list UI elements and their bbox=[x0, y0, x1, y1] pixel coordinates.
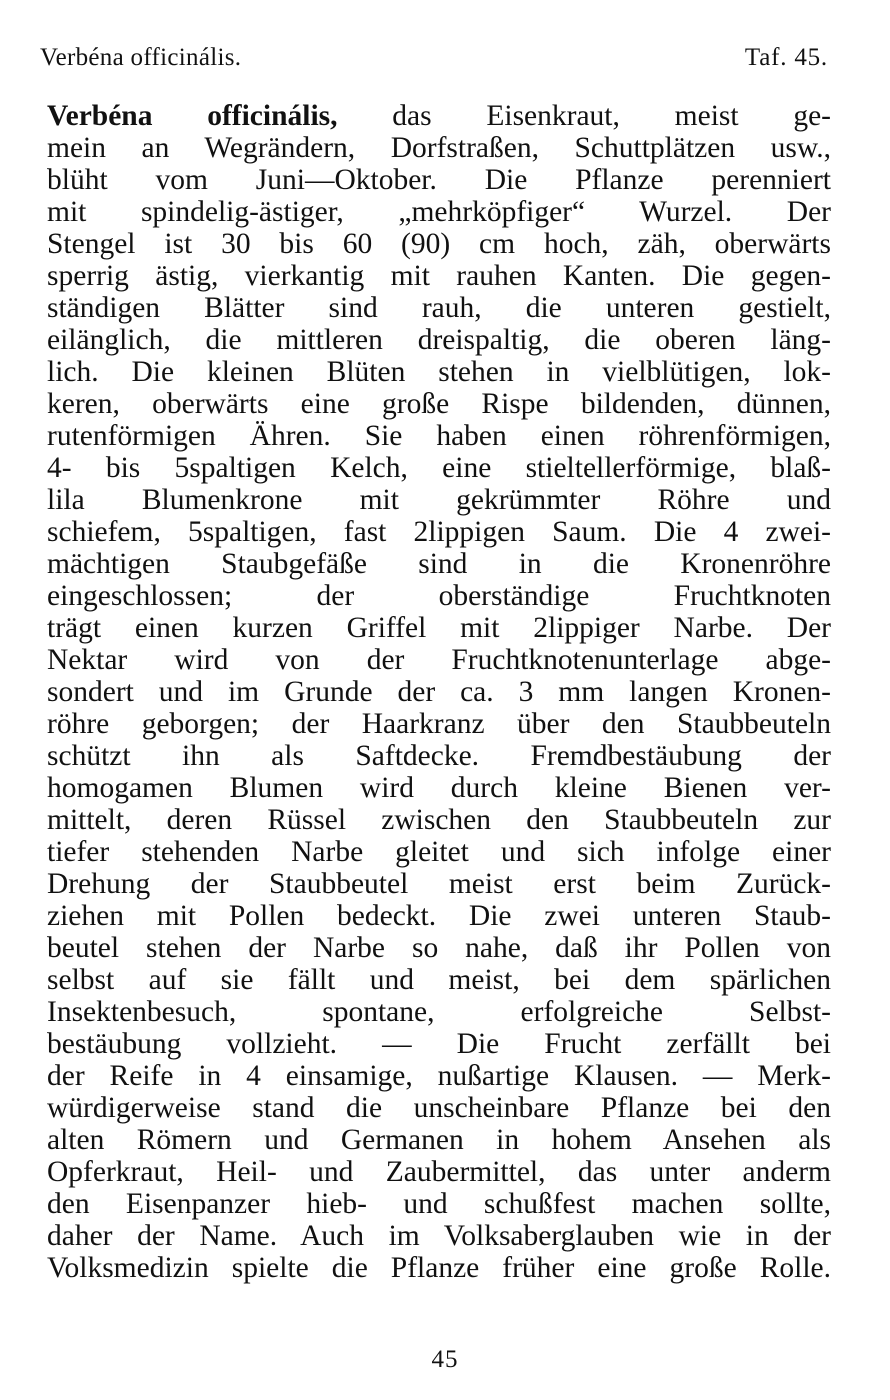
text-line: den Eisenpanzer hieb- und schußfest machen sollte, bbox=[47, 1188, 831, 1220]
text-line: Opferkraut, Heil- und Zaubermittel, das unter anderm bbox=[47, 1156, 831, 1188]
species-description bbox=[47, 100, 831, 1284]
text-line: alten Römern und Germanen in hohem Ansehen als bbox=[47, 1124, 831, 1156]
text-line: 4- bis 5spaltigen Kelch, eine stieltellerförmige, blaß- bbox=[47, 452, 831, 484]
text-line: der Reife in 4 einsamige, nußartige Klausen. — Merk- bbox=[47, 1060, 831, 1092]
page-number: 45 bbox=[431, 1346, 459, 1373]
text-line: lila Blumenkrone mit gekrümmter Röhre und bbox=[47, 484, 831, 516]
text-line: mit spindelig-ästiger, „mehrköpfiger“ Wurzel. Der bbox=[47, 196, 831, 228]
text-line: schützt ihn als Saftdecke. Fremdbestäubung der bbox=[47, 740, 831, 772]
text-line bbox=[47, 100, 831, 132]
text-line: bestäubung vollzieht. — Die Frucht zerfällt bei bbox=[47, 1028, 831, 1060]
text-line: daher der Name. Auch im Volksaberglauben wie in der bbox=[47, 1220, 831, 1252]
text-line: Insektenbesuch, spontane, erfolgreiche Selbst- bbox=[47, 996, 831, 1028]
text-line: ständigen Blätter sind rauh, die unteren gestielt, bbox=[47, 292, 831, 324]
text-line: selbst auf sie fällt und meist, bei dem spärlichen bbox=[47, 964, 831, 996]
text-line: beutel stehen der Narbe so nahe, daß ihr Pollen von bbox=[47, 932, 831, 964]
text-line: mittelt, deren Rüssel zwischen den Staubbeuteln zur bbox=[47, 804, 831, 836]
lead-species-name: Verbéna officinális, bbox=[47, 100, 338, 132]
text-line: keren, oberwärts eine große Rispe bildenden, dünnen, bbox=[47, 388, 831, 420]
text-line: Volksmedizin spielte die Pflanze früher eine große Rolle. bbox=[47, 1252, 831, 1284]
text-line: tiefer stehenden Narbe gleitet und sich infolge einer bbox=[47, 836, 831, 868]
text-line: blüht vom Juni—Oktober. Die Pflanze perenniert bbox=[47, 164, 831, 196]
header-species-name: Verbéna officinális. bbox=[40, 44, 242, 71]
text-line-content: das Eisenkraut, meist ge- bbox=[337, 100, 831, 132]
text-line: schiefem, 5spaltigen, fast 2lippigen Saum. Die 4 zwei- bbox=[47, 516, 831, 548]
text-line: Nektar wird von der Fruchtknotenunterlage abge- bbox=[47, 644, 831, 676]
text-line: röhre geborgen; der Haarkranz über den Staubbeuteln bbox=[47, 708, 831, 740]
text-line: Stengel ist 30 bis 60 (90) cm hoch, zäh, oberwärts bbox=[47, 228, 831, 260]
header-plate-number: Taf. 45. bbox=[744, 44, 828, 71]
text-line: würdigerweise stand die unscheinbare Pflanze bei den bbox=[47, 1092, 831, 1124]
text-line: lich. Die kleinen Blüten stehen in vielblütigen, lok- bbox=[47, 356, 831, 388]
text-line: mächtigen Staubgefäße sind in die Kronenröhre bbox=[47, 548, 831, 580]
text-line: Drehung der Staubbeutel meist erst beim Zurück- bbox=[47, 868, 831, 900]
text-line: eilänglich, die mittleren dreispaltig, die oberen läng- bbox=[47, 324, 831, 356]
text-line: ziehen mit Pollen bedeckt. Die zwei unteren Staub- bbox=[47, 900, 831, 932]
text-line: trägt einen kurzen Griffel mit 2lippiger Narbe. Der bbox=[47, 612, 831, 644]
text-line: eingeschlossen; der oberständige Fruchtknoten bbox=[47, 580, 831, 612]
text-line: mein an Wegrändern, Dorfstraßen, Schuttplätzen usw., bbox=[47, 132, 831, 164]
text-line: homogamen Blumen wird durch kleine Bienen ver- bbox=[47, 772, 831, 804]
running-header bbox=[40, 44, 828, 78]
text-line: rutenförmigen Ähren. Sie haben einen röhrenförmigen, bbox=[47, 420, 831, 452]
text-line: sondert und im Grunde der ca. 3 mm langen Kronen- bbox=[47, 676, 831, 708]
text-line: sperrig ästig, vierkantig mit rauhen Kanten. Die gegen- bbox=[47, 260, 831, 292]
